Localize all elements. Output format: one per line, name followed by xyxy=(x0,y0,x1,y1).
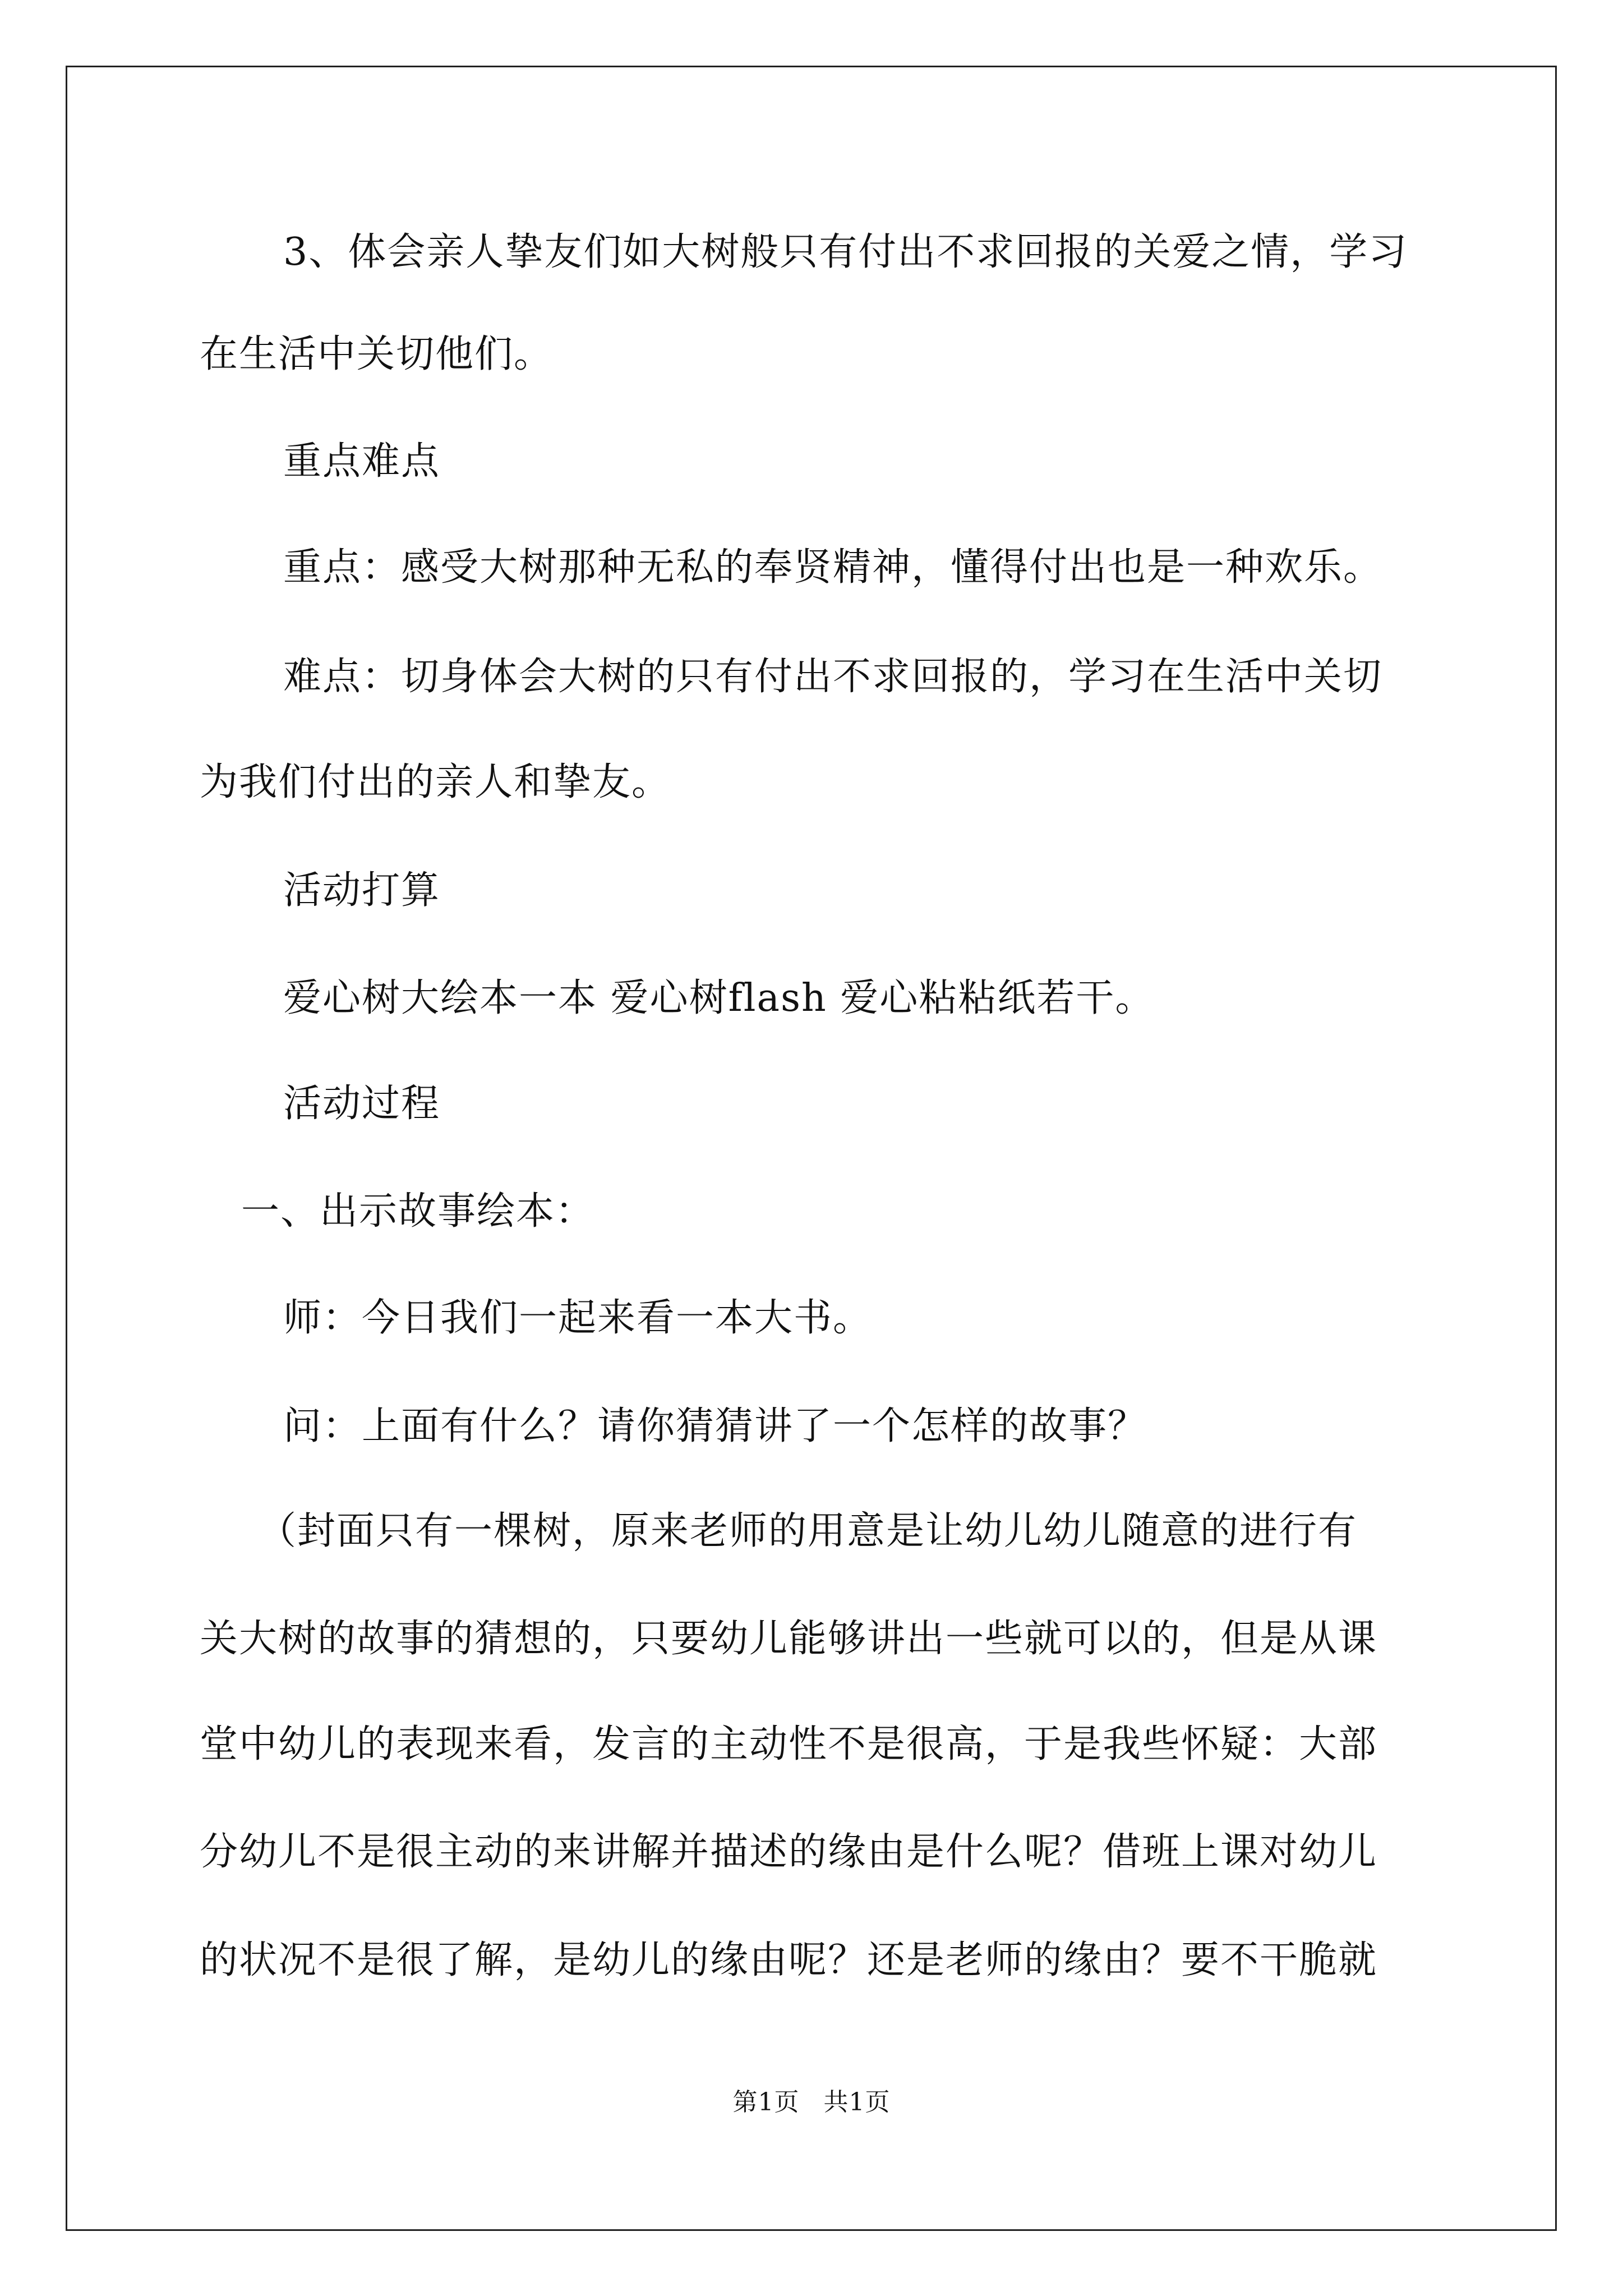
paragraph-line: 3、体会亲人挚友们如大树般只有付出不求回报的关爱之情，学习 xyxy=(283,230,1408,274)
section-heading: 一、出示故事绘本： xyxy=(241,1189,595,1234)
paragraph-line: 重点：感受大树那种无私的奉贤精神，懂得付出也是一种欢乐。 xyxy=(283,545,1383,590)
paragraph-line: 难点：切身体会大树的只有付出不求回报的，学习在生活中关切 xyxy=(283,655,1383,699)
paragraph-line: 关大树的故事的猜想的，只要幼儿能够讲出一些就可以的，但是从课 xyxy=(200,1617,1378,1661)
page-border xyxy=(66,66,1557,2231)
paragraph-line: 在生活中关切他们。 xyxy=(200,332,554,376)
section-heading: 活动过程 xyxy=(283,1082,441,1126)
paragraph-line: 爱心树大绘本一本 爱心树flash 爱心粘粘纸若干。 xyxy=(283,976,1155,1020)
paragraph-line: 师：今日我们一起来看一本大书。 xyxy=(283,1296,873,1340)
paragraph-line: 堂中幼儿的表现来看，发言的主动性不是很高，于是我些怀疑：大部 xyxy=(200,1722,1378,1766)
paragraph-line: （封面只有一棵树，原来老师的用意是让幼儿幼儿随意的进行有 xyxy=(258,1509,1358,1553)
paragraph-line: 问：上面有什么？请你猜猜讲了一个怎样的故事？ xyxy=(283,1404,1147,1448)
paragraph-line: 的状况不是很了解，是幼儿的缘由呢？还是老师的缘由？要不干脆就 xyxy=(200,1938,1378,1982)
section-heading: 重点难点 xyxy=(283,439,441,484)
paragraph-line: 为我们付出的亲人和挚友。 xyxy=(200,760,671,804)
page-number: 第1页 xyxy=(732,2088,800,2116)
page-footer xyxy=(0,2087,1623,2118)
paragraph-line: 分幼儿不是很主动的来讲解并描述的缘由是什么呢？借班上课对幼儿 xyxy=(200,1830,1378,1874)
section-heading: 活动打算 xyxy=(283,868,441,913)
page-total: 共1页 xyxy=(823,2088,891,2116)
